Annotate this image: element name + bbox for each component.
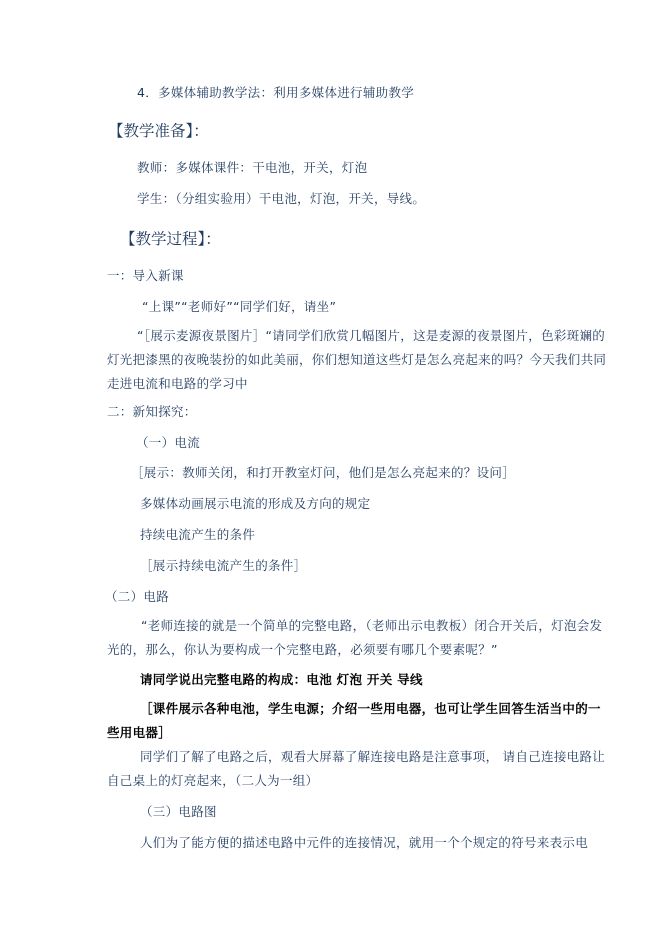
teaching-method-4: 4．多媒体辅助教学法：利用多媒体进行辅助教学 bbox=[137, 85, 415, 100]
diagram-paragraph: 人们为了能方便的描述电路中元件的连接情况，就用一个个规定的符号来表示电 bbox=[140, 835, 589, 850]
animation-current-direction: 多媒体动画展示电流的形成及方向的规定 bbox=[140, 496, 371, 511]
battery-paragraph: ［课件展示各种电池，学生电源；介绍一些用电器，也可让学生回答生活当中的一些用电器］ bbox=[107, 701, 601, 740]
teacher-preparation: 教师：多媒体课件：干电池，开关，灯泡 bbox=[137, 160, 368, 175]
process-heading: 【教学过程】： bbox=[120, 230, 221, 248]
show-lights-question: ［展示：教师关闭，和打开教室灯问，他们是怎么亮起来的？设问］ bbox=[131, 465, 516, 480]
section-explore-title: 二：新知探究： bbox=[107, 404, 197, 419]
subsection-circuit-title: （二）电路 bbox=[105, 589, 170, 604]
show-conditions: ［展示持续电流产生的条件］ bbox=[140, 558, 307, 573]
section-intro-title: 一：导入新课 bbox=[107, 268, 184, 283]
intro-paragraph: “［展示麦源夜景图片］“请同学们欣赏几幅图片，这是麦源的夜景图片，色彩斑斓的灯光把漆黑的夜晚装扮的如此美丽，你们想知道这些灯是怎么亮起来的吗？今天我们共同走进电流和电路的学习中 bbox=[107, 328, 607, 391]
preparation-heading: 【教学准备】： bbox=[108, 122, 209, 140]
circuit-paragraph: “老师连接的就是一个简单的完整电路，（老师出示电教板）闭合开关后，灯泡会发光的，那么，你认为要构成一个完整电路，必须要有哪几个要素呢？” bbox=[107, 618, 603, 657]
greeting-line: “上课”“老师好”“同学们好，请坐” bbox=[142, 299, 337, 314]
subsection-diagram-title: （三）电路图 bbox=[140, 804, 217, 819]
student-preparation: 学生：（分组实验用）干电池，灯泡，开关，导线。 bbox=[137, 191, 426, 206]
subsection-current-title: （一）电流 bbox=[136, 435, 201, 450]
continuous-current-conditions: 持续电流产生的条件 bbox=[140, 527, 256, 542]
circuit-components: 请同学说出完整电路的构成：电池 灯泡 开关 导线 bbox=[140, 672, 423, 687]
connect-paragraph: 同学们了解了电路之后，观看大屏幕了解连接电路是注意事项， 请自己连接电路让自己桌上的灯亮起来，（二人为一组） bbox=[107, 749, 606, 788]
